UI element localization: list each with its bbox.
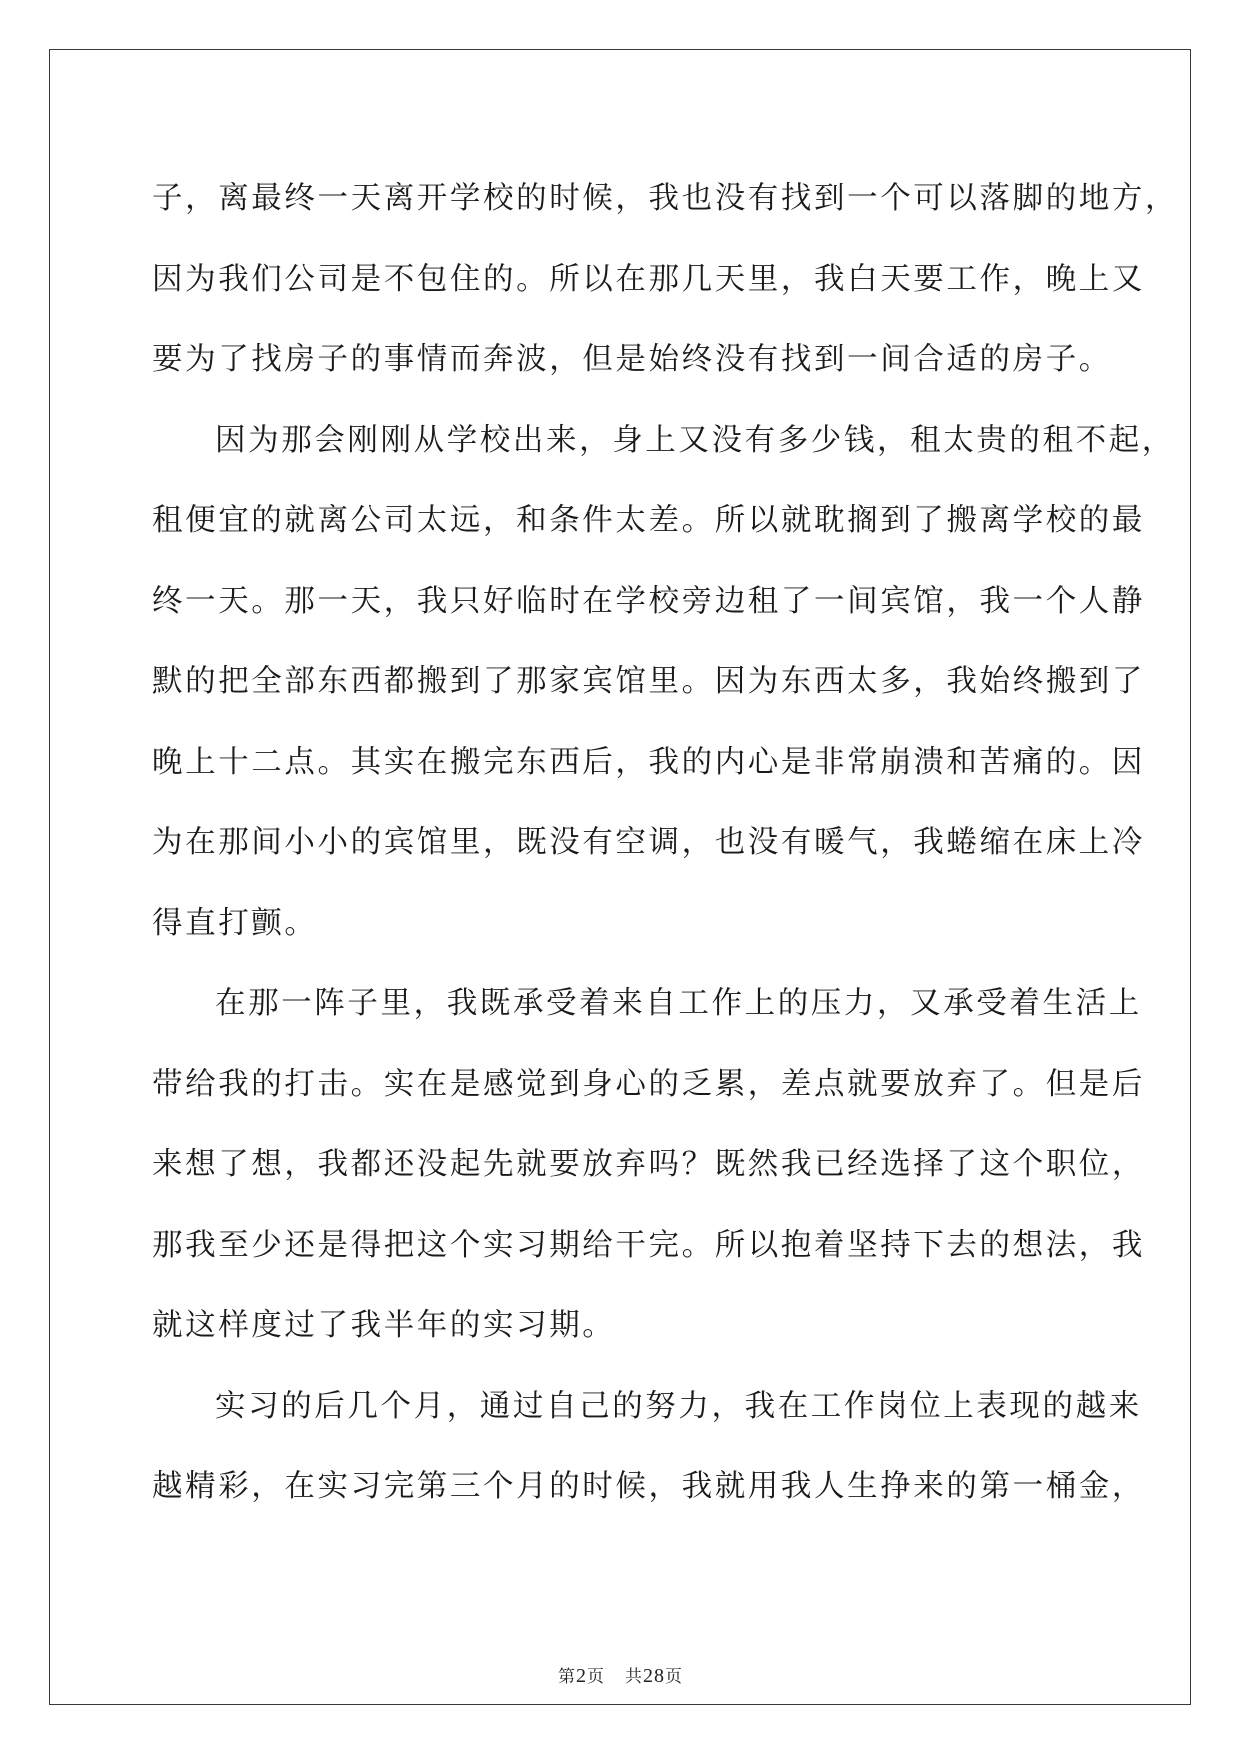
text-line: 得直打颤。 (152, 905, 318, 941)
page-label-prefix: 第 (558, 1667, 576, 1687)
page-footer (0, 1662, 1241, 1688)
document-body (152, 159, 1179, 1528)
page-label-suffix: 页 (587, 1667, 605, 1687)
text-line: 就这样度过了我半年的实习期。 (152, 1308, 616, 1343)
text-line: 带给我的打击。实在是感觉到身心的乏累，差点就要放弃了。但是后 (152, 1066, 1145, 1102)
total-pages: 28 (643, 1665, 665, 1687)
paragraph-first-line: 因为那会刚刚从学校出来，身上又没有多少钱，租太贵的租不起， (215, 422, 1175, 458)
total-label-prefix: 共 (625, 1667, 643, 1687)
text-line: 因为我们公司是不包住的。所以在那几天里，我白天要工作，晚上又 (152, 261, 1145, 297)
text-line: 来想了想，我都还没起先就要放弃吗？既然我已经选择了这个职位， (152, 1147, 1145, 1182)
paragraph-first-line: 实习的后几个月，通过自己的努力，我在工作岗位上表现的越来 (215, 1388, 1142, 1424)
text-line: 晚上十二点。其实在搬完东西后，我的内心是非常崩溃和苦痛的。因 (152, 744, 1145, 780)
text-line: 越精彩，在实习完第三个月的时候，我就用我人生挣来的第一桶金， (152, 1469, 1145, 1504)
paragraph-first-line: 在那一阵子里，我既承受着来自工作上的压力，又承受着生活上 (215, 986, 1142, 1021)
text-line: 终一天。那一天，我只好临时在学校旁边租了一间宾馆，我一个人静 (152, 583, 1145, 619)
text-line: 租便宜的就离公司太远，和条件太差。所以就耽搁到了搬离学校的最 (152, 503, 1145, 538)
text-line: 为在那间小小的宾馆里，既没有空调，也没有暖气，我蜷缩在床上冷 (152, 825, 1145, 860)
text-line: 那我至少还是得把这个实习期给干完。所以抱着坚持下去的想法，我 (152, 1227, 1145, 1263)
text-line: 默的把全部东西都搬到了那家宾馆里。因为东西太多，我始终搬到了 (152, 664, 1145, 699)
text-line: 子，离最终一天离开学校的时候，我也没有找到一个可以落脚的地方， (152, 181, 1179, 216)
page-number: 2 (576, 1665, 587, 1687)
total-label-suffix: 页 (665, 1667, 683, 1687)
text-line: 要为了找房子的事情而奔波，但是始终没有找到一间合适的房子。 (152, 342, 1112, 377)
